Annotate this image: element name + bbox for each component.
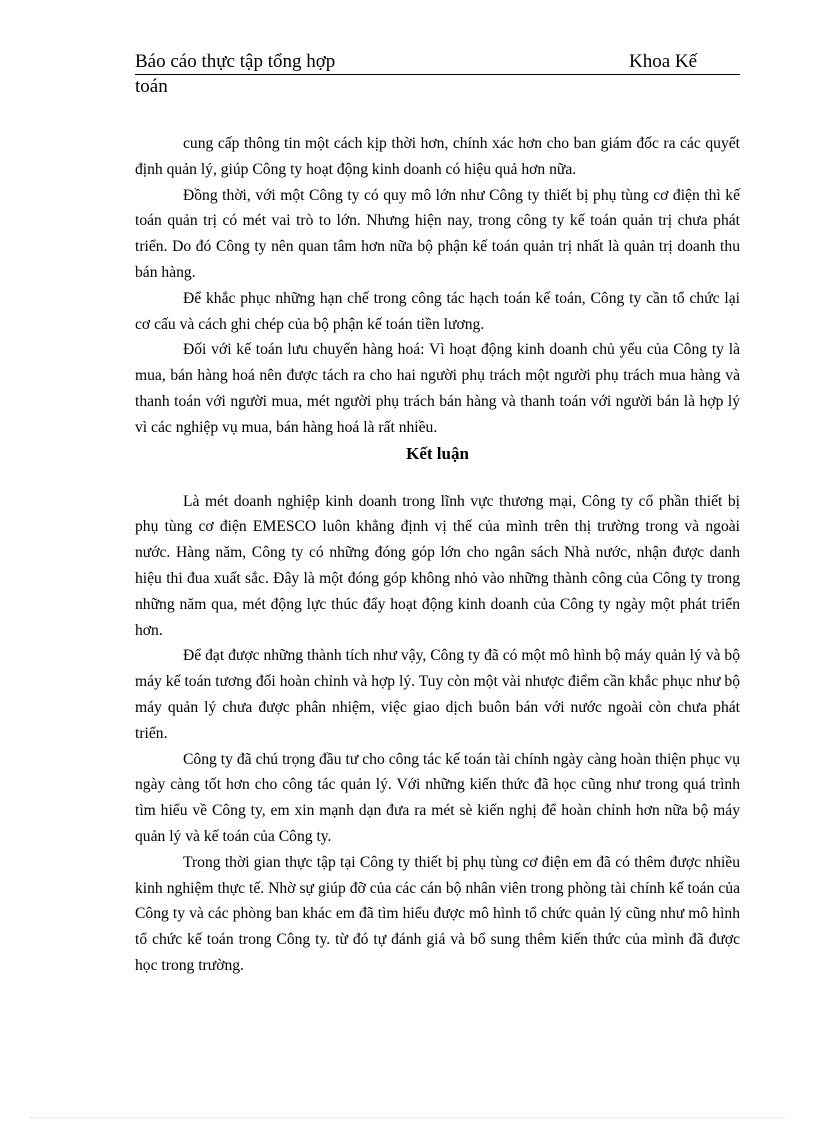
paragraph: Trong thời gian thực tập tại Công ty thiết bị phụ tùng cơ điện em đã có thêm được nhiều kinh nghiệm thực tế. Nhờ sự giúp đỡ của các cán bộ nhân viên trong phòng tài chính kế toán của Công ty và các phòng ban khác em đã tìm hiểu được mô hình tổ chức quản lý cũng như mô hình tổ chức kế toán trong Công ty. từ đó tự đánh giá và bổ sung thêm kiến thức của mình đã được học trong trường. bbox=[135, 853, 740, 974]
paragraph: Là mét doanh nghiệp kinh doanh trong lĩnh vực thương mại, Công ty cổ phần thiết bị phụ tùng cơ điện EMESCO luôn khẳng định vị thế của mình trên thị trường trong và ngoài nước. Hàng năm, Công ty có những đóng góp lớn cho ngân sách Nhà nước, nhận được danh hiệu thi đua xuất sắc. Đây là một đóng góp không nhỏ vào những thành công của Công ty trong những năm qua, mét động lực thúc đẩy hoạt động kinh doanh của Công ty ngày một phát triển hơn. bbox=[135, 492, 740, 639]
paragraph: Công ty đã chú trọng đầu tư cho công tác kế toán tài chính ngày càng hoàn thiện phục vụ ngày càng tốt hơn cho công tác quản lý. Với những kiến thức đã học cũng như trong quá trình tìm hiểu về Công ty, em xin mạnh dạn đưa ra mét sè kiến nghị để hoàn chỉnh hơn nữa bộ máy quản lý và kế toán của Công ty. bbox=[135, 750, 740, 845]
paragraph: Đối với kế toán lưu chuyển hàng hoá: Vì hoạt động kinh doanh chủ yếu của Công ty là mua, bán hàng hoá nên được tách ra cho hai người phụ trách một người phụ trách mua hàng và thanh toán với người mua, mét người phụ trách bán hàng và thanh toán với người bán là hợp lý vì các nghiệp vụ mua, bán hàng hoá là rất nhiều. bbox=[135, 341, 740, 436]
paragraph: Để đạt được những thành tích như vậy, Công ty đã có một mô hình bộ máy quản lý và bộ máy kế toán tương đối hoàn chỉnh và hợp lý. Tuy còn một vài nhược điểm cần khắc phục như bộ máy quản lý chưa được phân nhiệm, việc giao dịch buôn bán với nước ngoài còn chưa phát triển. bbox=[135, 647, 740, 742]
header-department-continuation: toán bbox=[135, 76, 168, 97]
paragraph: Để khắc phục những hạn chế trong công tác hạch toán kế toán, Công ty cần tổ chức lại cơ cấu và cách ghi chép của bộ phận kế toán tiền lương. bbox=[135, 289, 740, 333]
section-heading: Kết luận bbox=[406, 443, 469, 463]
page-header bbox=[135, 50, 740, 99]
document-body bbox=[135, 131, 740, 979]
header-line bbox=[135, 50, 740, 75]
paragraph: cung cấp thông tin một cách kịp thời hơn, chính xác hơn cho ban giám đốc ra các quyết định quản lý, giúp Công ty hoạt động kinh doanh có hiệu quả hơn nữa. bbox=[135, 135, 740, 178]
footer-divider bbox=[30, 1117, 786, 1118]
header-department: Khoa Kế bbox=[629, 51, 698, 72]
header-title: Báo cáo thực tập tổng hợp bbox=[135, 51, 336, 72]
paragraph: Đồng thời, với một Công ty có quy mô lớn như Công ty thiết bị phụ tùng cơ điện thì kế toán quản trị có mét vai trò to lớn. Nhưng hiện nay, trong công ty kế toán quản trị chưa phát triển. Do đó Công ty nên quan tâm hơn nữa bộ phận kế toán quản trị nhất là quản trị doanh thu bán hàng. bbox=[135, 186, 740, 281]
